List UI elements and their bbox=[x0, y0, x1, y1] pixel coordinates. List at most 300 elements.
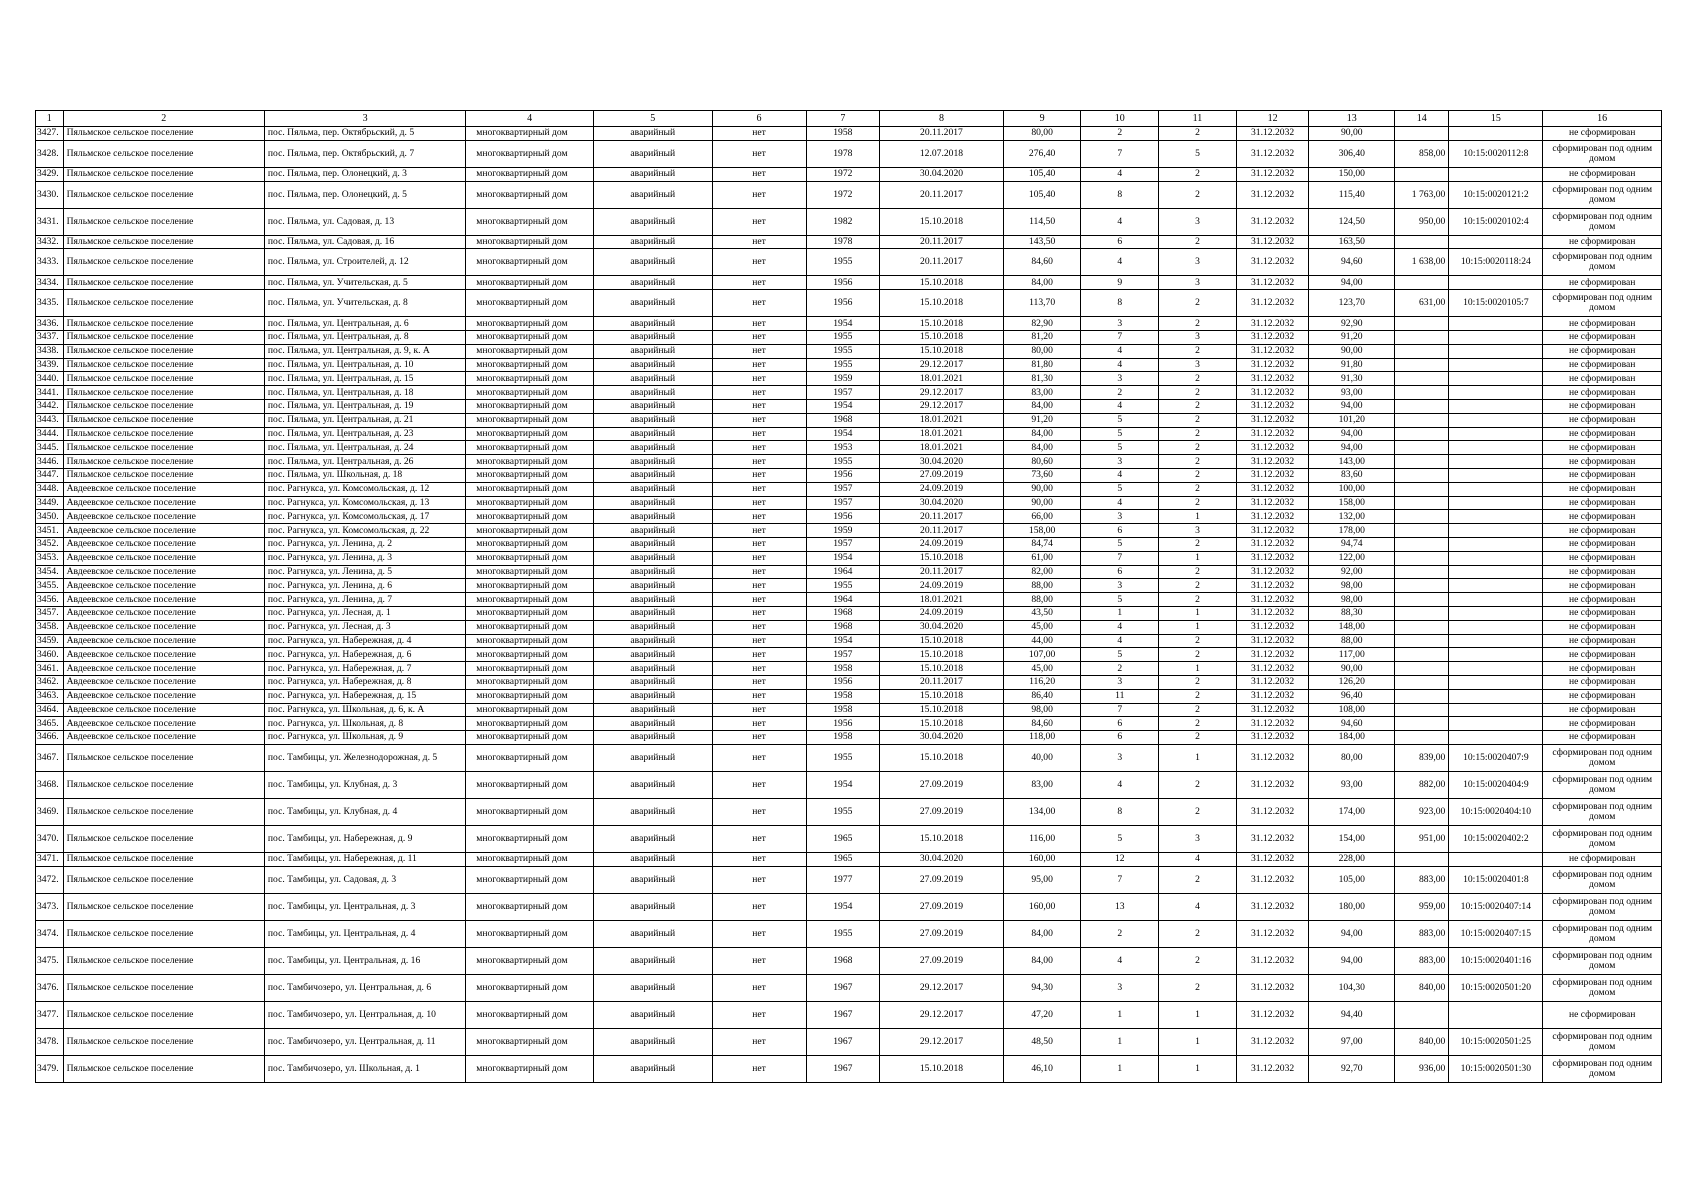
residents-count-cell: 3 bbox=[1081, 372, 1159, 386]
settlement-name-cell: Пяльмское сельское поселение bbox=[63, 386, 264, 400]
condition-status-cell: аварийный bbox=[593, 167, 712, 181]
planned-area-cell: 94,00 bbox=[1309, 441, 1395, 455]
residents-count-cell: 5 bbox=[1081, 537, 1159, 551]
relocation-deadline-cell: 31.12.2032 bbox=[1236, 249, 1309, 276]
cadastral-number-cell bbox=[1449, 496, 1543, 510]
object-type-cell: многоквартирный дом bbox=[466, 386, 594, 400]
settlement-name-cell: Пяльмское сельское поселение bbox=[63, 413, 264, 427]
table-row bbox=[36, 276, 1662, 290]
land-plot-status-cell: не сформирован bbox=[1543, 634, 1662, 648]
settlement-name-cell: Пяльмское сельское поселение bbox=[63, 208, 264, 235]
planned-area-cell: 104,30 bbox=[1309, 974, 1395, 1001]
row-number-cell: 3454. bbox=[36, 565, 64, 579]
build-year-cell: 1967 bbox=[806, 1028, 880, 1055]
object-type-cell: многоквартирный дом bbox=[466, 852, 594, 866]
condition-status-cell: аварийный bbox=[593, 893, 712, 920]
object-type-cell: многоквартирный дом bbox=[466, 565, 594, 579]
object-type-cell: многоквартирный дом bbox=[466, 496, 594, 510]
build-year-cell: 1955 bbox=[806, 798, 880, 825]
recognition-date-cell: 18.01.2021 bbox=[880, 413, 1004, 427]
residents-count-cell: 7 bbox=[1081, 140, 1159, 167]
residents-count-cell: 2 bbox=[1081, 920, 1159, 947]
total-area-cell: 73,60 bbox=[1003, 468, 1081, 482]
residents-count-cell: 3 bbox=[1081, 317, 1159, 331]
row-number-cell: 3433. bbox=[36, 249, 64, 276]
land-plot-status-cell: не сформирован bbox=[1543, 468, 1662, 482]
flag-value-cell: нет bbox=[712, 947, 806, 974]
relocation-deadline-cell: 31.12.2032 bbox=[1236, 689, 1309, 703]
settlement-name-cell: Авдеевское сельское поселение bbox=[63, 689, 264, 703]
relocation-deadline-cell: 31.12.2032 bbox=[1236, 208, 1309, 235]
total-area-cell: 84,74 bbox=[1003, 537, 1081, 551]
total-area-cell: 83,00 bbox=[1003, 386, 1081, 400]
planned-area-cell: 91,20 bbox=[1309, 330, 1395, 344]
cadastral-number-cell bbox=[1449, 662, 1543, 676]
premises-count-cell: 2 bbox=[1159, 947, 1237, 974]
planned-area-cell: 184,00 bbox=[1309, 731, 1395, 745]
total-area-cell: 105,40 bbox=[1003, 181, 1081, 208]
premises-count-cell: 2 bbox=[1159, 344, 1237, 358]
condition-status-cell: аварийный bbox=[593, 947, 712, 974]
row-number-cell: 3437. bbox=[36, 330, 64, 344]
premises-count-cell: 1 bbox=[1159, 662, 1237, 676]
settlement-name-cell: Авдеевское сельское поселение bbox=[63, 606, 264, 620]
cadastral-number-cell bbox=[1449, 675, 1543, 689]
land-plot-status-cell: не сформирован bbox=[1543, 852, 1662, 866]
row-number-cell: 3451. bbox=[36, 524, 64, 538]
address-cell: пос. Пяльма, ул. Учительская, д. 8 bbox=[264, 290, 465, 317]
object-type-cell: многоквартирный дом bbox=[466, 771, 594, 798]
row-number-cell: 3477. bbox=[36, 1001, 64, 1028]
flag-value-cell: нет bbox=[712, 662, 806, 676]
land-area-cell bbox=[1395, 565, 1449, 579]
premises-count-cell: 2 bbox=[1159, 689, 1237, 703]
land-plot-status-cell: не сформирован bbox=[1543, 496, 1662, 510]
address-cell: пос. Тамбицы, ул. Центральная, д. 16 bbox=[264, 947, 465, 974]
planned-area-cell: 96,40 bbox=[1309, 689, 1395, 703]
recognition-date-cell: 24.09.2019 bbox=[880, 606, 1004, 620]
table-row bbox=[36, 974, 1662, 1001]
build-year-cell: 1954 bbox=[806, 771, 880, 798]
object-type-cell: многоквартирный дом bbox=[466, 235, 594, 249]
table-row bbox=[36, 127, 1662, 141]
row-number-cell: 3439. bbox=[36, 358, 64, 372]
condition-status-cell: аварийный bbox=[593, 537, 712, 551]
condition-status-cell: аварийный bbox=[593, 974, 712, 1001]
residents-count-cell: 13 bbox=[1081, 893, 1159, 920]
settlement-name-cell: Пяльмское сельское поселение bbox=[63, 1028, 264, 1055]
planned-area-cell: 117,00 bbox=[1309, 648, 1395, 662]
condition-status-cell: аварийный bbox=[593, 140, 712, 167]
address-cell: пос. Пяльма, пер. Октябрьский, д. 7 bbox=[264, 140, 465, 167]
recognition-date-cell: 27.09.2019 bbox=[880, 920, 1004, 947]
land-plot-status-cell: сформирован под одним домом bbox=[1543, 290, 1662, 317]
object-type-cell: многоквартирный дом bbox=[466, 510, 594, 524]
build-year-cell: 1967 bbox=[806, 1001, 880, 1028]
total-area-cell: 95,00 bbox=[1003, 866, 1081, 893]
flag-value-cell: нет bbox=[712, 731, 806, 745]
object-type-cell: многоквартирный дом bbox=[466, 249, 594, 276]
relocation-deadline-cell: 31.12.2032 bbox=[1236, 606, 1309, 620]
premises-count-cell: 3 bbox=[1159, 524, 1237, 538]
flag-value-cell: нет bbox=[712, 413, 806, 427]
cadastral-number-cell bbox=[1449, 468, 1543, 482]
row-number-cell: 3473. bbox=[36, 893, 64, 920]
condition-status-cell: аварийный bbox=[593, 675, 712, 689]
premises-count-cell: 4 bbox=[1159, 893, 1237, 920]
cadastral-number-cell bbox=[1449, 167, 1543, 181]
planned-area-cell: 92,90 bbox=[1309, 317, 1395, 331]
address-cell: пос. Пяльма, ул. Центральная, д. 21 bbox=[264, 413, 465, 427]
condition-status-cell: аварийный bbox=[593, 317, 712, 331]
planned-area-cell: 122,00 bbox=[1309, 551, 1395, 565]
planned-area-cell: 94,00 bbox=[1309, 399, 1395, 413]
row-number-cell: 3464. bbox=[36, 703, 64, 717]
residents-count-cell: 5 bbox=[1081, 482, 1159, 496]
residents-count-cell: 5 bbox=[1081, 441, 1159, 455]
condition-status-cell: аварийный bbox=[593, 399, 712, 413]
column-number: 7 bbox=[806, 111, 880, 127]
address-cell: пос. Тамбицы, ул. Набережная, д. 11 bbox=[264, 852, 465, 866]
build-year-cell: 1978 bbox=[806, 140, 880, 167]
row-number-cell: 3474. bbox=[36, 920, 64, 947]
settlement-name-cell: Пяльмское сельское поселение bbox=[63, 140, 264, 167]
relocation-deadline-cell: 31.12.2032 bbox=[1236, 744, 1309, 771]
residents-count-cell: 1 bbox=[1081, 1001, 1159, 1028]
cadastral-number-cell bbox=[1449, 565, 1543, 579]
land-area-cell: 631,00 bbox=[1395, 290, 1449, 317]
total-area-cell: 116,20 bbox=[1003, 675, 1081, 689]
land-plot-status-cell: не сформирован bbox=[1543, 276, 1662, 290]
registry-sheet bbox=[35, 110, 1662, 1083]
residents-count-cell: 4 bbox=[1081, 358, 1159, 372]
address-cell: пос. Рагнукса, ул. Ленина, д. 5 bbox=[264, 565, 465, 579]
flag-value-cell: нет bbox=[712, 127, 806, 141]
flag-value-cell: нет bbox=[712, 703, 806, 717]
flag-value-cell: нет bbox=[712, 317, 806, 331]
cadastral-number-cell bbox=[1449, 441, 1543, 455]
condition-status-cell: аварийный bbox=[593, 731, 712, 745]
premises-count-cell: 3 bbox=[1159, 276, 1237, 290]
condition-status-cell: аварийный bbox=[593, 441, 712, 455]
object-type-cell: многоквартирный дом bbox=[466, 731, 594, 745]
relocation-deadline-cell: 31.12.2032 bbox=[1236, 496, 1309, 510]
residents-count-cell: 4 bbox=[1081, 399, 1159, 413]
cadastral-number-cell: 10:15:0020501:30 bbox=[1449, 1055, 1543, 1082]
build-year-cell: 1965 bbox=[806, 852, 880, 866]
address-cell: пос. Пяльма, ул. Центральная, д. 26 bbox=[264, 455, 465, 469]
table-body bbox=[36, 111, 1662, 1083]
row-number-cell: 3479. bbox=[36, 1055, 64, 1082]
relocation-deadline-cell: 31.12.2032 bbox=[1236, 798, 1309, 825]
residents-count-cell: 3 bbox=[1081, 974, 1159, 1001]
recognition-date-cell: 15.10.2018 bbox=[880, 344, 1004, 358]
planned-area-cell: 90,00 bbox=[1309, 662, 1395, 676]
flag-value-cell: нет bbox=[712, 167, 806, 181]
planned-area-cell: 88,30 bbox=[1309, 606, 1395, 620]
cadastral-number-cell: 10:15:0020401:8 bbox=[1449, 866, 1543, 893]
planned-area-cell: 92,70 bbox=[1309, 1055, 1395, 1082]
address-cell: пос. Рагнукса, ул. Школьная, д. 8 bbox=[264, 717, 465, 731]
settlement-name-cell: Пяльмское сельское поселение bbox=[63, 427, 264, 441]
land-plot-status-cell: не сформирован bbox=[1543, 620, 1662, 634]
table-row bbox=[36, 344, 1662, 358]
land-area-cell bbox=[1395, 399, 1449, 413]
relocation-deadline-cell: 31.12.2032 bbox=[1236, 717, 1309, 731]
settlement-name-cell: Авдеевское сельское поселение bbox=[63, 620, 264, 634]
land-plot-status-cell: сформирован под одним домом bbox=[1543, 249, 1662, 276]
build-year-cell: 1955 bbox=[806, 455, 880, 469]
relocation-deadline-cell: 31.12.2032 bbox=[1236, 441, 1309, 455]
planned-area-cell: 97,00 bbox=[1309, 1028, 1395, 1055]
recognition-date-cell: 29.12.2017 bbox=[880, 974, 1004, 1001]
flag-value-cell: нет bbox=[712, 468, 806, 482]
flag-value-cell: нет bbox=[712, 235, 806, 249]
flag-value-cell: нет bbox=[712, 330, 806, 344]
row-number-cell: 3458. bbox=[36, 620, 64, 634]
row-number-cell: 3438. bbox=[36, 344, 64, 358]
residents-count-cell: 8 bbox=[1081, 798, 1159, 825]
premises-count-cell: 3 bbox=[1159, 358, 1237, 372]
relocation-deadline-cell: 31.12.2032 bbox=[1236, 731, 1309, 745]
table-row bbox=[36, 689, 1662, 703]
condition-status-cell: аварийный bbox=[593, 413, 712, 427]
build-year-cell: 1967 bbox=[806, 974, 880, 1001]
recognition-date-cell: 15.10.2018 bbox=[880, 648, 1004, 662]
cadastral-number-cell: 10:15:0020105:7 bbox=[1449, 290, 1543, 317]
row-number-cell: 3478. bbox=[36, 1028, 64, 1055]
land-plot-status-cell: не сформирован bbox=[1543, 593, 1662, 607]
address-cell: пос. Пяльма, ул. Учительская, д. 5 bbox=[264, 276, 465, 290]
object-type-cell: многоквартирный дом bbox=[466, 648, 594, 662]
premises-count-cell: 2 bbox=[1159, 317, 1237, 331]
land-area-cell: 839,00 bbox=[1395, 744, 1449, 771]
flag-value-cell: нет bbox=[712, 510, 806, 524]
land-area-cell bbox=[1395, 689, 1449, 703]
land-area-cell bbox=[1395, 427, 1449, 441]
relocation-deadline-cell: 31.12.2032 bbox=[1236, 482, 1309, 496]
settlement-name-cell: Пяльмское сельское поселение bbox=[63, 358, 264, 372]
row-number-cell: 3466. bbox=[36, 731, 64, 745]
land-area-cell bbox=[1395, 662, 1449, 676]
cadastral-number-cell bbox=[1449, 372, 1543, 386]
row-number-cell: 3445. bbox=[36, 441, 64, 455]
residents-count-cell: 6 bbox=[1081, 731, 1159, 745]
table-row bbox=[36, 249, 1662, 276]
condition-status-cell: аварийный bbox=[593, 771, 712, 798]
cadastral-number-cell: 10:15:0020501:25 bbox=[1449, 1028, 1543, 1055]
planned-area-cell: 94,60 bbox=[1309, 249, 1395, 276]
cadastral-number-cell bbox=[1449, 344, 1543, 358]
build-year-cell: 1955 bbox=[806, 330, 880, 344]
settlement-name-cell: Авдеевское сельское поселение bbox=[63, 593, 264, 607]
build-year-cell: 1958 bbox=[806, 703, 880, 717]
table-row bbox=[36, 798, 1662, 825]
address-cell: пос. Тамбицы, ул. Набережная, д. 9 bbox=[264, 825, 465, 852]
land-area-cell: 840,00 bbox=[1395, 1028, 1449, 1055]
premises-count-cell: 2 bbox=[1159, 427, 1237, 441]
settlement-name-cell: Пяльмское сельское поселение bbox=[63, 317, 264, 331]
settlement-name-cell: Пяльмское сельское поселение bbox=[63, 825, 264, 852]
relocation-deadline-cell: 31.12.2032 bbox=[1236, 620, 1309, 634]
planned-area-cell: 83,60 bbox=[1309, 468, 1395, 482]
address-cell: пос. Пяльма, пер. Олонецкий, д. 3 bbox=[264, 167, 465, 181]
flag-value-cell: нет bbox=[712, 717, 806, 731]
residents-count-cell: 7 bbox=[1081, 703, 1159, 717]
land-plot-status-cell: не сформирован bbox=[1543, 579, 1662, 593]
address-cell: пос. Рагнукса, ул. Комсомольская, д. 13 bbox=[264, 496, 465, 510]
build-year-cell: 1958 bbox=[806, 731, 880, 745]
table-row bbox=[36, 565, 1662, 579]
planned-area-cell: 94,74 bbox=[1309, 537, 1395, 551]
premises-count-cell: 2 bbox=[1159, 290, 1237, 317]
build-year-cell: 1978 bbox=[806, 235, 880, 249]
land-area-cell: 959,00 bbox=[1395, 893, 1449, 920]
row-number-cell: 3455. bbox=[36, 579, 64, 593]
object-type-cell: многоквартирный дом bbox=[466, 675, 594, 689]
address-cell: пос. Рагнукса, ул. Ленина, д. 3 bbox=[264, 551, 465, 565]
condition-status-cell: аварийный bbox=[593, 524, 712, 538]
planned-area-cell: 143,00 bbox=[1309, 455, 1395, 469]
build-year-cell: 1977 bbox=[806, 866, 880, 893]
premises-count-cell: 1 bbox=[1159, 744, 1237, 771]
total-area-cell: 84,60 bbox=[1003, 717, 1081, 731]
premises-count-cell: 2 bbox=[1159, 593, 1237, 607]
land-plot-status-cell: сформирован под одним домом bbox=[1543, 744, 1662, 771]
condition-status-cell: аварийный bbox=[593, 662, 712, 676]
premises-count-cell: 2 bbox=[1159, 703, 1237, 717]
land-plot-status-cell: сформирован под одним домом bbox=[1543, 825, 1662, 852]
row-number-cell: 3476. bbox=[36, 974, 64, 1001]
table-row bbox=[36, 317, 1662, 331]
residents-count-cell: 3 bbox=[1081, 510, 1159, 524]
land-area-cell bbox=[1395, 675, 1449, 689]
premises-count-cell: 2 bbox=[1159, 468, 1237, 482]
total-area-cell: 160,00 bbox=[1003, 893, 1081, 920]
residents-count-cell: 4 bbox=[1081, 468, 1159, 482]
row-number-cell: 3462. bbox=[36, 675, 64, 689]
total-area-cell: 84,00 bbox=[1003, 427, 1081, 441]
cadastral-number-cell bbox=[1449, 703, 1543, 717]
settlement-name-cell: Авдеевское сельское поселение bbox=[63, 634, 264, 648]
column-number: 3 bbox=[264, 111, 465, 127]
table-row bbox=[36, 606, 1662, 620]
planned-area-cell: 94,60 bbox=[1309, 717, 1395, 731]
build-year-cell: 1968 bbox=[806, 606, 880, 620]
relocation-deadline-cell: 31.12.2032 bbox=[1236, 825, 1309, 852]
condition-status-cell: аварийный bbox=[593, 920, 712, 947]
total-area-cell: 84,00 bbox=[1003, 947, 1081, 974]
recognition-date-cell: 12.07.2018 bbox=[880, 140, 1004, 167]
cadastral-number-cell bbox=[1449, 482, 1543, 496]
relocation-deadline-cell: 31.12.2032 bbox=[1236, 974, 1309, 1001]
land-area-cell: 936,00 bbox=[1395, 1055, 1449, 1082]
condition-status-cell: аварийный bbox=[593, 1055, 712, 1082]
address-cell: пос. Рагнукса, ул. Лесная, д. 3 bbox=[264, 620, 465, 634]
residents-count-cell: 4 bbox=[1081, 344, 1159, 358]
planned-area-cell: 91,80 bbox=[1309, 358, 1395, 372]
cadastral-number-cell bbox=[1449, 276, 1543, 290]
total-area-cell: 82,90 bbox=[1003, 317, 1081, 331]
address-cell: пос. Рагнукса, ул. Набережная, д. 7 bbox=[264, 662, 465, 676]
land-area-cell bbox=[1395, 731, 1449, 745]
planned-area-cell: 92,00 bbox=[1309, 565, 1395, 579]
total-area-cell: 81,30 bbox=[1003, 372, 1081, 386]
planned-area-cell: 91,30 bbox=[1309, 372, 1395, 386]
cadastral-number-cell: 10:15:0020121:2 bbox=[1449, 181, 1543, 208]
planned-area-cell: 124,50 bbox=[1309, 208, 1395, 235]
condition-status-cell: аварийный bbox=[593, 620, 712, 634]
table-row bbox=[36, 1055, 1662, 1082]
land-area-cell bbox=[1395, 344, 1449, 358]
address-cell: пос. Рагнукса, ул. Ленина, д. 6 bbox=[264, 579, 465, 593]
premises-count-cell: 2 bbox=[1159, 413, 1237, 427]
residents-count-cell: 7 bbox=[1081, 330, 1159, 344]
cadastral-number-cell: 10:15:0020102:4 bbox=[1449, 208, 1543, 235]
land-area-cell bbox=[1395, 717, 1449, 731]
cadastral-number-cell bbox=[1449, 579, 1543, 593]
residents-count-cell: 9 bbox=[1081, 276, 1159, 290]
flag-value-cell: нет bbox=[712, 537, 806, 551]
flag-value-cell: нет bbox=[712, 482, 806, 496]
flag-value-cell: нет bbox=[712, 825, 806, 852]
flag-value-cell: нет bbox=[712, 358, 806, 372]
column-number: 12 bbox=[1236, 111, 1309, 127]
flag-value-cell: нет bbox=[712, 634, 806, 648]
flag-value-cell: нет bbox=[712, 675, 806, 689]
flag-value-cell: нет bbox=[712, 344, 806, 358]
land-area-cell bbox=[1395, 620, 1449, 634]
table-row bbox=[36, 413, 1662, 427]
land-plot-status-cell: сформирован под одним домом bbox=[1543, 866, 1662, 893]
cadastral-number-cell: 10:15:0020401:16 bbox=[1449, 947, 1543, 974]
relocation-deadline-cell: 31.12.2032 bbox=[1236, 947, 1309, 974]
address-cell: пос. Рагнукса, ул. Комсомольская, д. 12 bbox=[264, 482, 465, 496]
total-area-cell: 116,00 bbox=[1003, 825, 1081, 852]
object-type-cell: многоквартирный дом bbox=[466, 208, 594, 235]
build-year-cell: 1964 bbox=[806, 565, 880, 579]
land-area-cell: 950,00 bbox=[1395, 208, 1449, 235]
condition-status-cell: аварийный bbox=[593, 276, 712, 290]
row-number-cell: 3452. bbox=[36, 537, 64, 551]
planned-area-cell: 105,00 bbox=[1309, 866, 1395, 893]
premises-count-cell: 1 bbox=[1159, 1055, 1237, 1082]
flag-value-cell: нет bbox=[712, 606, 806, 620]
address-cell: пос. Пяльма, ул. Центральная, д. 23 bbox=[264, 427, 465, 441]
premises-count-cell: 2 bbox=[1159, 579, 1237, 593]
build-year-cell: 1972 bbox=[806, 181, 880, 208]
object-type-cell: многоквартирный дом bbox=[466, 427, 594, 441]
build-year-cell: 1956 bbox=[806, 276, 880, 290]
build-year-cell: 1956 bbox=[806, 675, 880, 689]
settlement-name-cell: Пяльмское сельское поселение bbox=[63, 290, 264, 317]
total-area-cell: 80,00 bbox=[1003, 127, 1081, 141]
table-row bbox=[36, 181, 1662, 208]
settlement-name-cell: Пяльмское сельское поселение bbox=[63, 798, 264, 825]
residents-count-cell: 1 bbox=[1081, 1055, 1159, 1082]
condition-status-cell: аварийный bbox=[593, 551, 712, 565]
planned-area-cell: 150,00 bbox=[1309, 167, 1395, 181]
settlement-name-cell: Пяльмское сельское поселение bbox=[63, 330, 264, 344]
cadastral-number-cell: 10:15:0020501:20 bbox=[1449, 974, 1543, 1001]
cadastral-number-cell bbox=[1449, 689, 1543, 703]
flag-value-cell: нет bbox=[712, 771, 806, 798]
recognition-date-cell: 15.10.2018 bbox=[880, 290, 1004, 317]
settlement-name-cell: Авдеевское сельское поселение bbox=[63, 496, 264, 510]
land-plot-status-cell: сформирован под одним домом bbox=[1543, 947, 1662, 974]
address-cell: пос. Пяльма, пер. Октябрьский, д. 5 bbox=[264, 127, 465, 141]
condition-status-cell: аварийный bbox=[593, 648, 712, 662]
